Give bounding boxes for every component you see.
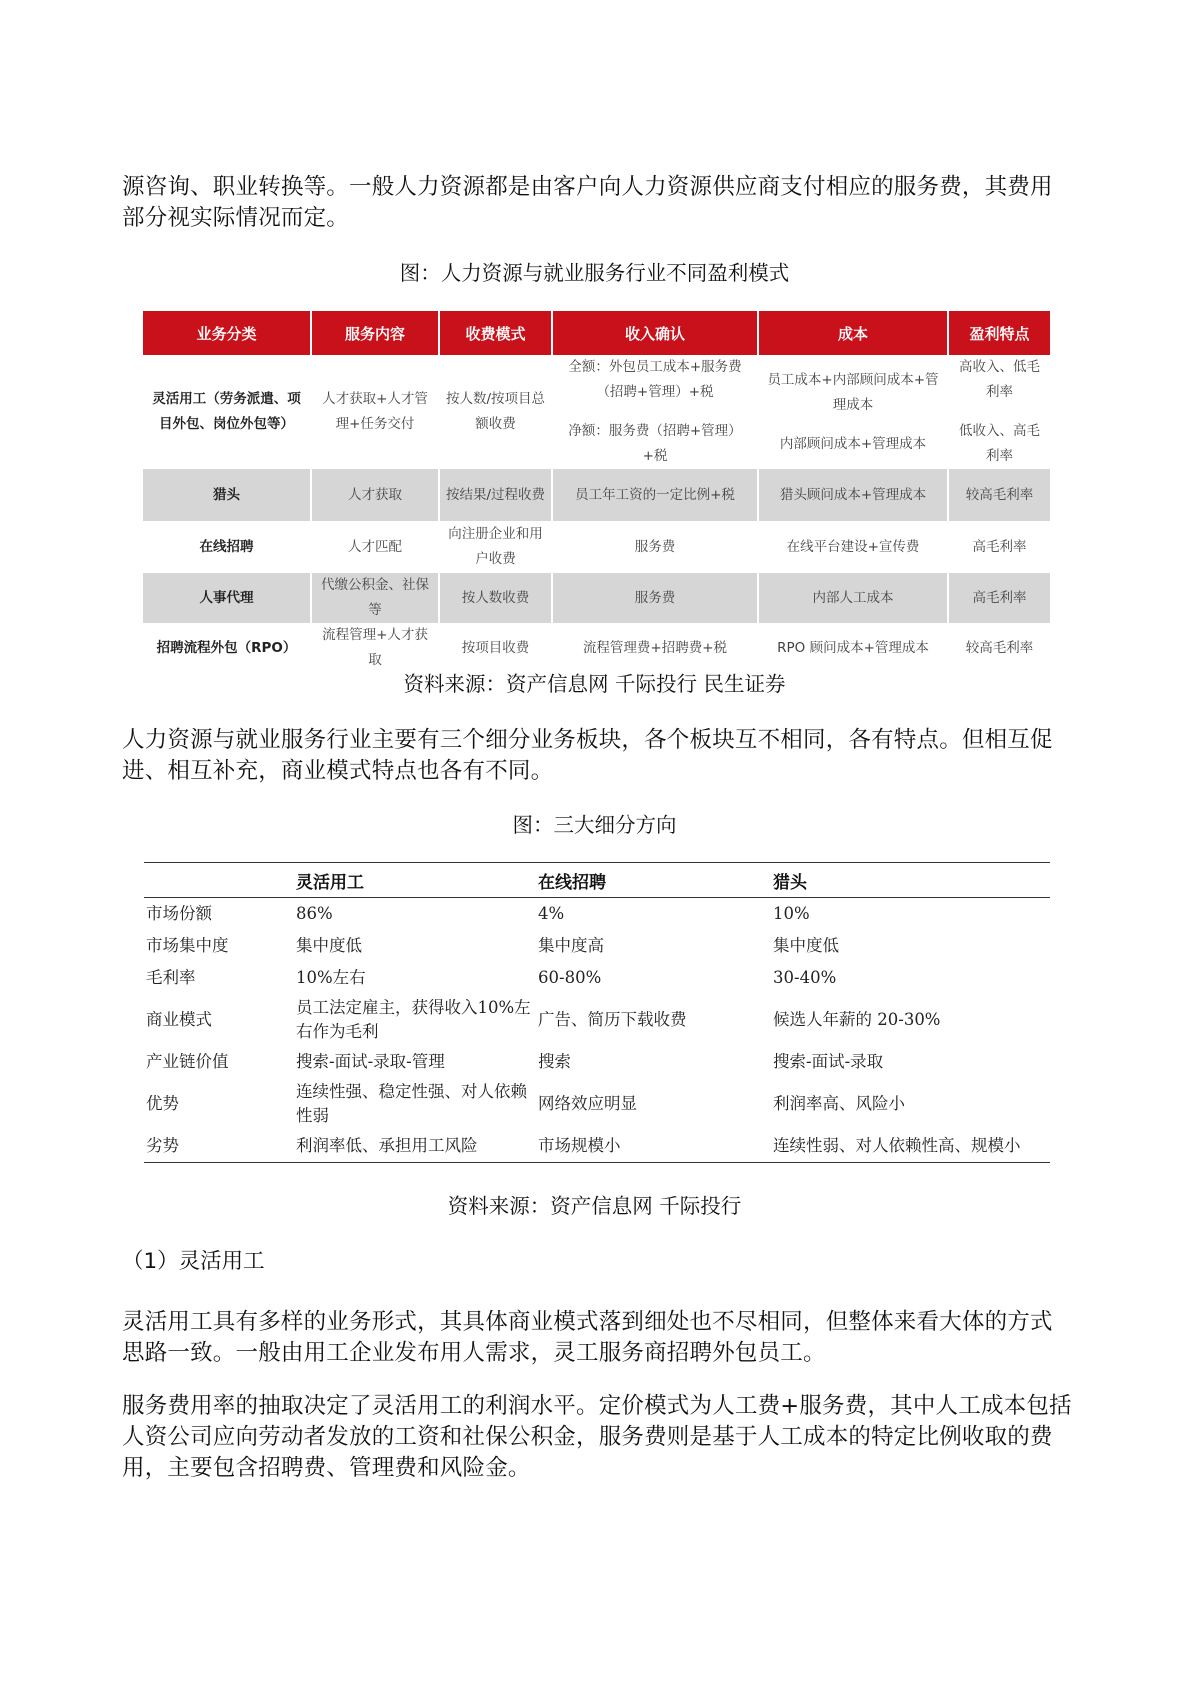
table-row — [144, 930, 1050, 962]
cell-online: 搜索 — [538, 1052, 571, 1071]
row-fee: 向注册企业和用户收费 — [439, 521, 552, 573]
row-fee: 按人数/按项目总额收费 — [439, 355, 552, 469]
row-cost: 内部人工成本 — [758, 573, 948, 623]
income-gross: 全额：外包员工成本+服务费（招聘+管理）+税 — [568, 359, 742, 400]
row-content: 人才获取 — [311, 469, 439, 521]
header-cell: 盈利特点 — [948, 311, 1050, 355]
row-category: 人事代理 — [143, 573, 311, 623]
row-cost: RPO 顾问成本+管理成本 — [758, 623, 948, 673]
intro-paragraph: 源咨询、职业转换等。一般人力资源都是由客户向人力资源供应商支付相应的服务费，其费用部分视实际情况而定。 — [122, 174, 1053, 231]
row-label: 毛利率 — [146, 968, 196, 987]
row-category: 灵活用工（劳务派遣、项目外包、岗位外包等） — [143, 355, 311, 469]
table-header-row — [144, 863, 1050, 898]
row-profit: 较高毛利率 — [965, 639, 1034, 656]
table-row — [143, 355, 1050, 469]
row-cost: 猎头顾问成本+管理成本 — [758, 469, 948, 521]
row-label: 商业模式 — [146, 1010, 212, 1029]
cell-headhunt: 集中度低 — [773, 936, 839, 955]
cell-flexible: 员工法定雇主，获得收入10%左右作为毛利 — [296, 998, 531, 1041]
header-cell: 在线招聘 — [536, 863, 771, 898]
table-row — [143, 469, 1050, 521]
row-category: 招聘流程外包（RPO） — [143, 623, 311, 673]
table-header-row — [143, 311, 1050, 355]
section-heading: （1）灵活用工 — [122, 1249, 265, 1274]
cell-online: 网络效应明显 — [538, 1094, 637, 1113]
row-cost: 在线平台建设+宣传费 — [758, 521, 948, 573]
cell-flexible: 集中度低 — [296, 936, 362, 955]
header-cell: 收入确认 — [552, 311, 758, 355]
row-income: 流程管理费+招聘费+税 — [552, 623, 758, 673]
row-cost — [758, 355, 948, 469]
row-income: 员工年工资的一定比例+税 — [552, 469, 758, 521]
header-cell: 业务分类 — [143, 311, 311, 355]
row-category: 在线招聘 — [143, 521, 311, 573]
cell-online: 集中度高 — [538, 936, 604, 955]
row-profit: 较高毛利率 — [948, 469, 1050, 521]
table-row — [144, 1130, 1050, 1163]
row-fee: 按结果/过程收费 — [439, 469, 552, 521]
row-fee: 按人数收费 — [439, 573, 552, 623]
table-row — [143, 521, 1050, 573]
row-content: 人才获取+人才管理+任务交付 — [311, 355, 439, 469]
profit-gross: 高收入、低毛利率 — [959, 359, 1040, 400]
profit-net: 低收入、高毛利率 — [959, 423, 1040, 464]
profit-model-table — [143, 311, 1050, 673]
row-category: 猎头 — [143, 469, 311, 521]
row-content: 流程管理+人才获取 — [311, 623, 439, 673]
header-cell: 服务内容 — [311, 311, 439, 355]
cell-flexible: 利润率低、承担用工风险 — [296, 1136, 478, 1155]
table-row — [143, 623, 1050, 673]
cost-gross: 员工成本+内部顾问成本+管理成本 — [767, 371, 939, 413]
header-cell — [144, 863, 294, 898]
row-income: 服务费 — [552, 521, 758, 573]
income-net: 净额：服务费（招聘+管理）+税 — [568, 423, 742, 464]
figure1-caption: 图：人力资源与就业服务行业不同盈利模式 — [399, 261, 790, 285]
row-label: 劣势 — [146, 1136, 179, 1155]
row-fee: 按项目收费 — [439, 623, 552, 673]
paragraph-3: 灵活用工具有多样的业务形式，其具体商业模式落到细处也不尽相同，但整体来看大体的方式思路一致。一般由用工企业发布用人需求，灵工服务商招聘外包员工。 — [122, 1309, 1053, 1366]
header-cell: 猎头 — [771, 863, 1050, 898]
cell-flexible: 连续性强、稳定性强、对人依赖性弱 — [296, 1082, 527, 1125]
table-row — [144, 898, 1050, 931]
header-cell: 收费模式 — [439, 311, 552, 355]
row-profit — [948, 355, 1050, 469]
row-content: 人才匹配 — [311, 521, 439, 573]
table-row — [144, 1046, 1050, 1078]
cell-headhunt: 30-40% — [773, 968, 837, 987]
cell-headhunt: 10% — [773, 904, 810, 923]
table-row — [144, 1078, 1050, 1130]
cell-online: 60-80% — [538, 968, 602, 987]
paragraph-2: 人力资源与就业服务行业主要有三个细分业务板块，各个板块互不相同，各有特点。但相互促进、相互补充，商业模式特点也各有不同。 — [122, 727, 1053, 784]
cell-online: 市场规模小 — [538, 1136, 621, 1155]
cell-headhunt: 搜索-面试-录取 — [773, 1052, 884, 1071]
figure1-source: 资料来源：资产信息网 千际投行 民生证券 — [403, 672, 786, 696]
row-label: 优势 — [146, 1094, 179, 1113]
cell-flexible: 86% — [296, 904, 333, 923]
figure2-caption: 图：三大细分方向 — [512, 813, 677, 837]
row-label: 市场份额 — [146, 904, 212, 923]
cell-headhunt: 连续性弱、对人依赖性高、规模小 — [773, 1136, 1021, 1155]
paragraph-4: 服务费用率的抽取决定了灵活用工的利润水平。定价模式为人工费+服务费，其中人工成本包括人资公司应向劳动者发放的工资和社保公积金，服务费则是基于人工成本的特定比例收取的费用，主要包含招聘费、管理费和风险金。 — [122, 1393, 1072, 1481]
cell-headhunt: 候选人年薪的 20-30% — [773, 1010, 941, 1029]
table-row — [144, 962, 1050, 994]
row-income — [552, 355, 758, 469]
cell-headhunt: 利润率高、风险小 — [773, 1094, 905, 1113]
cost-net: 内部顾问成本+管理成本 — [779, 435, 927, 452]
table-row — [143, 573, 1050, 623]
header-cell: 灵活用工 — [294, 863, 536, 898]
cell-online: 广告、简历下载收费 — [538, 1010, 687, 1029]
segments-table — [144, 862, 1050, 1163]
cell-online: 4% — [538, 904, 565, 923]
row-content: 代缴公积金、社保等 — [311, 573, 439, 623]
row-income: 服务费 — [552, 573, 758, 623]
row-profit: 高毛利率 — [972, 538, 1027, 555]
figure2-source: 资料来源：资产信息网 千际投行 — [447, 1194, 742, 1218]
header-cell: 成本 — [758, 311, 948, 355]
cell-flexible: 搜索-面试-录取-管理 — [296, 1052, 445, 1071]
table-row — [144, 994, 1050, 1046]
row-label: 产业链价值 — [146, 1052, 229, 1071]
cell-flexible: 10%左右 — [296, 968, 366, 987]
row-label: 市场集中度 — [146, 936, 229, 955]
row-profit: 高毛利率 — [948, 573, 1050, 623]
